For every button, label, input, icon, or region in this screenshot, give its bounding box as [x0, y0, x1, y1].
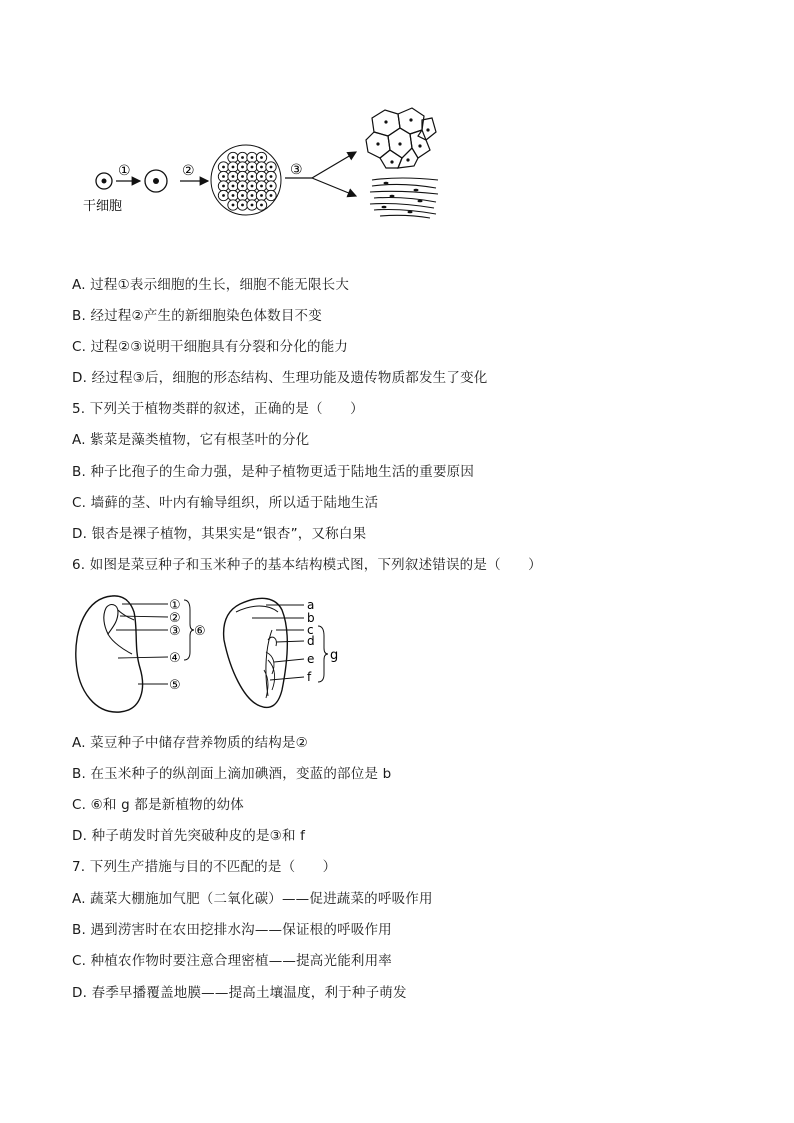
bean-seed-icon — [76, 596, 143, 712]
q7-option-c: C. 种植农作物时要注意合理密植——提高光能利用率 — [72, 953, 393, 969]
q6-option-c: C. ⑥和 g 都是新植物的幼体 — [72, 797, 244, 813]
q6-option-d: D. 种子萌发时首先突破种皮的是③和 f — [72, 828, 306, 844]
corn-label-f: f — [307, 670, 312, 684]
q7-option-d: D. 春季早播覆盖地膜——提高土壤温度，利于种子萌发 — [72, 985, 407, 1001]
q5-option-c: C. 墙藓的茎、叶内有输导组织，所以适于陆地生活 — [72, 495, 379, 511]
corn-label-d: d — [307, 634, 315, 648]
stem-cell-icon — [96, 173, 112, 189]
polygonal-cells-icon — [366, 108, 436, 168]
q5-option-a: A. 紫菜是藻类植物，它有根茎叶的分化 — [72, 432, 310, 448]
q7-option-b: B. 遇到涝害时在农田挖排水沟——保证根的呼吸作用 — [72, 922, 392, 938]
process-2-label: ② — [182, 163, 195, 179]
corn-label-c: c — [307, 623, 314, 637]
q5-option-b: B. 种子比孢子的生命力强，是种子植物更适于陆地生活的重要原因 — [72, 464, 475, 480]
bean-label-5: ⑤ — [169, 678, 181, 693]
corn-brace — [318, 626, 328, 682]
branch-up-arrow — [312, 152, 356, 178]
stem-cell-label: 干细胞 — [83, 199, 123, 214]
q6-stem: 6. 如图是菜豆种子和玉米种子的基本结构模式图，下列叙述错误的是（ ） — [72, 557, 542, 573]
corn-leader-d — [276, 641, 304, 642]
bean-label-1: ① — [169, 598, 181, 613]
bean-leader-4 — [118, 657, 168, 658]
process-3-label: ③ — [290, 162, 303, 178]
branch-down-arrow — [312, 178, 356, 196]
q6-option-a: A. 菜豆种子中储存营养物质的结构是② — [72, 735, 308, 751]
corn-seed-icon — [224, 598, 288, 707]
grown-cell-icon — [145, 170, 167, 192]
corn-group-label: g — [330, 648, 339, 663]
cell-cluster-icon — [211, 145, 281, 215]
q7-option-a: A. 蔬菜大棚施加气肥（二氧化碳）——促进蔬菜的呼吸作用 — [72, 891, 433, 907]
q4-option-b: B. 经过程②产生的新细胞染色体数目不变 — [72, 308, 322, 324]
bean-brace — [184, 600, 194, 660]
q4-option-d: D. 经过程③后，细胞的形态结构、生理功能及遗传物质都发生了变化 — [72, 370, 488, 386]
elongated-cells-icon — [370, 178, 438, 218]
corn-label-e: e — [307, 652, 315, 666]
corn-label-b: b — [307, 611, 315, 625]
stem-cell-diagram — [80, 100, 460, 230]
corn-label-a: a — [307, 598, 315, 612]
corn-leader-e — [274, 659, 304, 662]
bean-label-3: ③ — [169, 624, 181, 639]
q7-stem: 7. 下列生产措施与目的不匹配的是（ ） — [72, 859, 337, 875]
q4-option-a: A. 过程①表示细胞的生长，细胞不能无限长大 — [72, 277, 350, 293]
q5-stem: 5. 下列关于植物类群的叙述，正确的是（ ） — [72, 401, 364, 417]
bean-label-2: ② — [169, 611, 181, 626]
q5-option-d: D. 银杏是裸子植物，其果实是“银杏”，又称白果 — [72, 526, 367, 542]
corn-leader-f — [270, 677, 304, 680]
bean-label-4: ④ — [169, 651, 181, 666]
bean-group-label: ⑥ — [194, 624, 206, 639]
process-1-label: ① — [118, 163, 131, 179]
seed-structure-diagram — [72, 590, 362, 718]
q4-option-c: C. 过程②③说明干细胞具有分裂和分化的能力 — [72, 339, 349, 355]
q6-option-b: B. 在玉米种子的纵剖面上滴加碘酒，变蓝的部位是 b — [72, 766, 392, 782]
